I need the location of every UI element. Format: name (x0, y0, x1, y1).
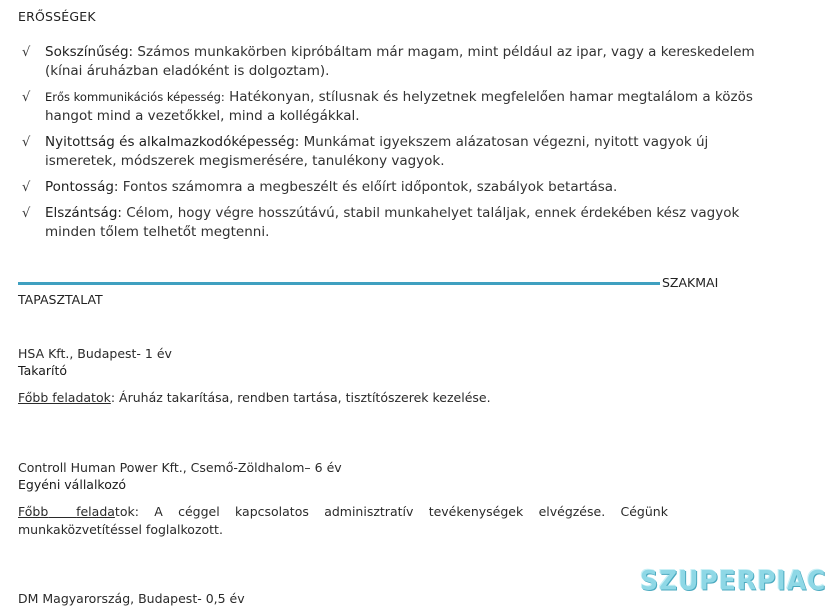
job-tasks-label: Főbb feladatok (18, 390, 111, 405)
strength-item (22, 133, 782, 171)
job-company: DM Magyarország, Budapest- 0,5 év (18, 591, 245, 606)
experience-title-part1: SZAKMAI (662, 275, 719, 290)
job-tasks-word: adminisztratív (324, 504, 414, 519)
job-tasks-line: munkaközvetítéssel foglalkozott. (18, 522, 223, 537)
job-entry (18, 345, 668, 407)
job-tasks (18, 389, 668, 407)
strength-label: Nyitottság és alkalmazkodóképesség: (45, 134, 300, 150)
strength-continuation: (kínai áruházban eladóként is dolgoztam). (45, 63, 330, 79)
job-tasks-word: A (154, 504, 163, 519)
strength-text: Számos munkakörben kipróbáltam már magam, mint például az ipar, vagy a kereskedelem (133, 44, 755, 60)
job-entry (18, 590, 668, 607)
strength-continuation: ismeretek, módszerek megismerésére, tanulékony vagyok. (45, 153, 445, 169)
strength-continuation: minden tőlem telhetőt megtenni. (45, 224, 270, 240)
job-entry (18, 459, 668, 539)
strength-item (22, 43, 782, 81)
strength-text: Munkámat igyekszem alázatosan végezni, nyitott vagyok új (299, 134, 709, 150)
job-tasks-word: tevékenységek (428, 504, 524, 519)
strength-text: Hatékonyan, stílusnak és helyzetnek megfelelően hamar megtalálom a közös (224, 89, 753, 105)
job-tasks (18, 503, 668, 539)
experience-title-part2: TAPASZTALAT (18, 292, 103, 307)
strength-label: Pontosság: (45, 179, 119, 195)
strengths-title: ERŐSSÉGEK (18, 9, 96, 24)
check-icon: √ (22, 135, 31, 150)
job-company: HSA Kft., Budapest- 1 év (18, 346, 172, 361)
strength-item (22, 204, 782, 242)
strength-continuation: hangot mind a vezetőkkel, mind a kollégákkal. (45, 108, 360, 124)
job-company: Controll Human Power Kft., Csemő-Zöldhalom– 6 év (18, 460, 342, 475)
job-tasks-word: Cégünk (620, 504, 668, 519)
check-icon: √ (22, 90, 31, 105)
strength-label: Elszántság: (45, 205, 122, 221)
strengths-list (22, 43, 782, 249)
job-tasks-text: : Áruház takarítása, rendben tartása, tisztítószerek kezelése. (110, 390, 491, 405)
check-icon: √ (22, 180, 31, 195)
watermark-logo: SZUPERPIAC (640, 565, 826, 596)
job-tasks-word: céggel (178, 504, 220, 519)
job-tasks-word: kapcsolatos (235, 504, 309, 519)
check-icon: √ (22, 45, 31, 60)
job-tasks-label: Főbb feladatok: (18, 504, 139, 519)
job-role: Egyéni vállalkozó (18, 477, 127, 492)
job-role: Takarító (18, 363, 68, 378)
strength-label: Erős kommunikációs képesség: (45, 90, 225, 104)
strength-text: Fontos számomra a megbeszélt és előírt időpontok, szabályok betartása. (118, 179, 618, 195)
check-icon: √ (22, 206, 31, 221)
job-tasks-word: elvégzése. (538, 504, 606, 519)
section-divider (18, 282, 660, 285)
strength-item (22, 178, 782, 197)
job-tasks-line (18, 503, 668, 521)
strength-label: Sokszínűség: (45, 44, 134, 60)
strength-item (22, 88, 782, 126)
strength-text: Célom, hogy végre hosszútávú, stabil munkahelyet találjak, ennek érdekében kész vagyok (121, 205, 740, 221)
